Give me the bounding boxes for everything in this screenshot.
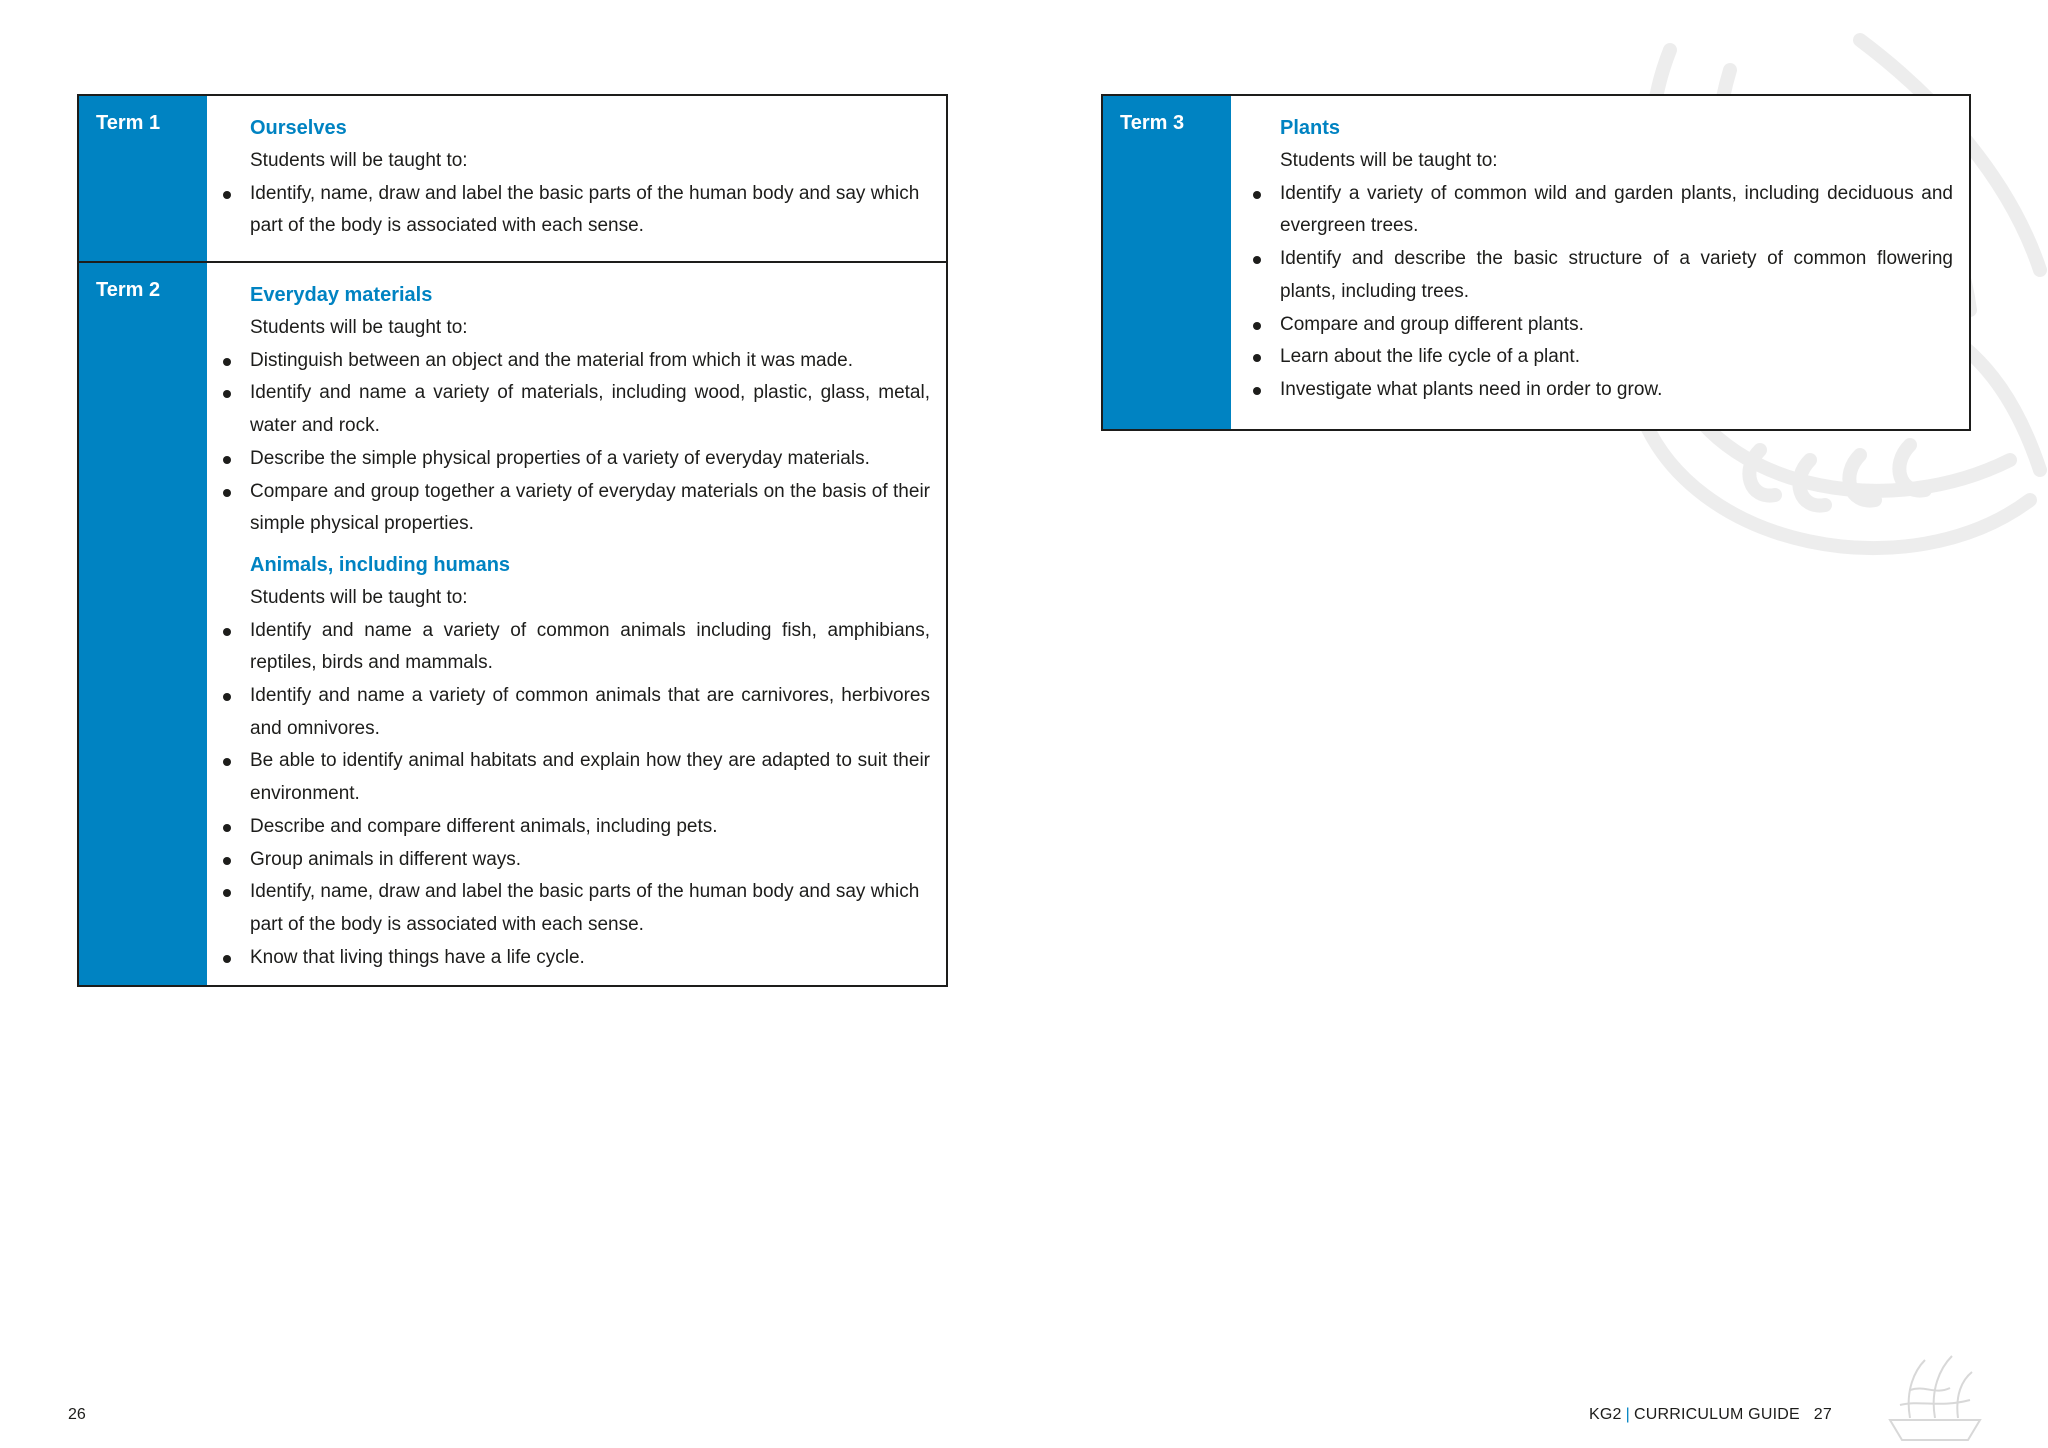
page-number-right: 27 [1813, 1406, 1832, 1423]
bullet-text: Be able to identify animal habitats and explain how they are adapted to suit their environment. [250, 750, 930, 805]
bullet-text: Identify a variety of common wild and garden plants, including deciduous and evergreen trees. [1280, 182, 1953, 237]
list-item [207, 377, 930, 442]
bullet-text: Compare and group together a variety of everyday materials on the basis of their simple physical properties. [250, 480, 930, 535]
list-item [207, 680, 930, 745]
list-item [207, 345, 930, 378]
bullet-icon [223, 857, 231, 865]
term-content [1231, 96, 1969, 429]
bullet-icon [223, 889, 231, 897]
term-row-1 [79, 96, 946, 263]
bullet-text: Identify and describe the basic structure of a variety of common flowering plants, including trees. [1280, 248, 1953, 302]
bullet-text: Identify, name, draw and label the basic parts of the human body and say which part of the body is associated with each sense. [250, 881, 920, 935]
topic-heading: Plants [1280, 117, 1341, 139]
bullet-text: Identify and name a variety of materials, including wood, plastic, glass, metal, water and rock. [250, 382, 930, 437]
list-item [207, 178, 930, 243]
bullet-icon [223, 955, 231, 963]
list-item [207, 745, 930, 810]
bullet-text: Identify and name a variety of common animals including fish, amphibians, reptiles, birds and mammals. [250, 619, 930, 674]
bullet-icon [1253, 191, 1261, 199]
footer-separator: | [1625, 1406, 1630, 1423]
bullet-text: Identify and name a variety of common animals that are carnivores, herbivores and omnivores. [250, 685, 930, 739]
list-item [207, 443, 930, 476]
bullet-icon [223, 758, 231, 766]
bullet-icon [223, 191, 231, 199]
list-item [207, 476, 930, 541]
term-label: Term 2 [79, 263, 207, 985]
bullet-icon [223, 358, 231, 366]
bullet-text: Identify, name, draw and label the basic parts of the human body and say which part of the body is associated with each sense. [250, 182, 920, 237]
bullet-list [207, 178, 930, 243]
curriculum-table-right [1101, 94, 1971, 431]
bullet-icon [223, 456, 231, 464]
list-item [1237, 374, 1953, 407]
bullet-text: Describe the simple physical properties of a variety of everyday materials. [250, 447, 870, 469]
bullet-text: Describe and compare different animals, including pets. [250, 815, 718, 837]
bullet-text: Distinguish between an object and the material from which it was made. [250, 349, 854, 371]
ship-logo-icon [1880, 1350, 1990, 1448]
bullet-icon [223, 489, 231, 497]
guide-title: CURRICULUM GUIDE [1633, 1406, 1800, 1423]
topic-intro: Students will be taught to: [1280, 150, 1498, 171]
topic-heading: Everyday materials [250, 284, 433, 306]
bullet-list [207, 345, 930, 541]
topic-heading: Ourselves [250, 117, 347, 139]
bullet-icon [223, 693, 231, 701]
list-item [207, 811, 930, 844]
page-number-left: 26 [68, 1406, 86, 1423]
bullet-icon [1253, 256, 1261, 264]
page-footer-right [1589, 1406, 1832, 1424]
bullet-text: Know that living things have a life cycle. [250, 946, 585, 968]
list-item [1237, 309, 1953, 342]
bullet-icon [1253, 387, 1261, 395]
list-item [1237, 341, 1953, 374]
bullet-text: Group animals in different ways. [250, 848, 522, 870]
bullet-text: Investigate what plants need in order to grow. [1280, 378, 1663, 400]
list-item [207, 615, 930, 680]
grade-label: KG2 [1589, 1406, 1622, 1423]
term-label: Term 3 [1103, 96, 1231, 429]
curriculum-table-left [77, 94, 948, 987]
bullet-text: Learn about the life cycle of a plant. [1280, 346, 1580, 368]
list-item [207, 876, 930, 941]
topic-heading: Animals, including humans [250, 553, 511, 576]
bullet-list [1237, 178, 1953, 407]
topic-intro: Students will be taught to: [250, 586, 468, 608]
term-row-3 [1103, 96, 1969, 429]
bullet-icon [223, 628, 231, 636]
bullet-text: Compare and group different plants. [1280, 313, 1584, 335]
list-item [207, 844, 930, 877]
topic-intro: Students will be taught to: [250, 317, 468, 338]
bullet-list [207, 615, 930, 975]
term-content [207, 96, 946, 261]
bullet-icon [1253, 354, 1261, 362]
list-item [1237, 243, 1953, 308]
bullet-icon [1253, 322, 1261, 330]
term-row-2 [79, 263, 946, 985]
list-item [1237, 178, 1953, 243]
list-item [207, 942, 930, 975]
topic-intro: Students will be taught to: [250, 150, 468, 171]
bullet-icon [223, 824, 231, 832]
bullet-icon [223, 390, 231, 398]
term-content [207, 263, 946, 985]
term-label: Term 1 [79, 96, 207, 261]
